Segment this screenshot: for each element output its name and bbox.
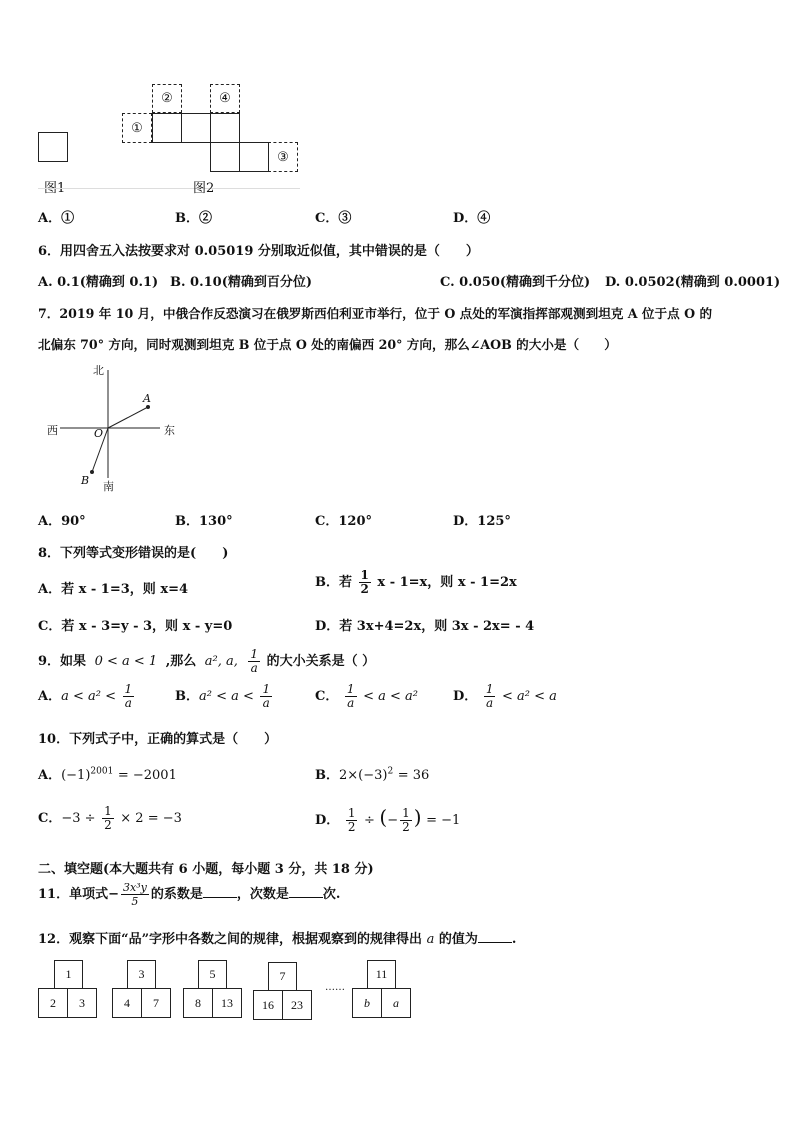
q11-blank-1 [203,887,237,898]
net-square [152,113,182,143]
q8-option-a: A．若 x - 1=3，则 x=4 [38,582,189,597]
q6-stem: 6．用四舍五入法按要求对 0.05019 分别取近似值，其中错误的是（ ） [38,244,479,259]
q5-option-a: A．① [38,211,75,226]
section-2-heading: 二、填空题(本大题共有 6 小题，每小题 3 分，共 18 分) [38,862,374,877]
q10-option-c: C．−3 ÷ $\frac{1}{2}$ × 2 = −3 [38,804,182,832]
dashed-square-2: ② [152,84,182,113]
pin-right: 3 [67,988,97,1018]
q6-option-b: B. 0.10(精确到百分位) [170,275,313,290]
pin-right: 23 [282,990,312,1020]
pin-right: a [381,988,411,1018]
pin-right: 7 [141,988,171,1018]
pin-left: 16 [253,990,283,1020]
pin-top: 7 [268,962,297,991]
q10-option-d: D． $\frac{1}{2}$ ÷ (− $\frac{1}{2}$ ) = −1 [315,805,461,834]
q8-option-b: B．若 $\frac{1}{2}$ x - 1=x，则 x - 1=2x [315,568,517,596]
q10-option-a: A．$(-1)^{2001} = -2001$ [38,766,177,783]
q10-option-b: B．$2\times(-3)^2 = 36$ [315,766,430,783]
q9-option-b: B．a² < a < $\frac{1}{a}$ [175,682,271,710]
q6-option-d: D. 0.0502(精确到 0.0001) [605,275,781,290]
q9-option-a: A．a < a² < $\frac{1}{a}$ [38,682,133,710]
dashed-square-1: ① [122,113,152,143]
dashed-square-4: ④ [210,84,240,113]
pin-top: 3 [127,960,156,989]
q9-stem: 9．如果 0 < a < 1 ,那么 a², a, $\frac{1}{a}$ 的大小关系是（ ） [38,647,376,675]
q7-option-a: A．90° [38,514,86,529]
q9-option-c: C． $\frac{1}{a}$ < a < a² [315,682,418,710]
pin-left: 8 [183,988,213,1018]
q7-option-d: D．125° [453,514,511,529]
net-square [210,142,240,172]
q7-line-1: 7．2019 年 10 月，中俄合作反恐演习在俄罗斯西伯利亚市举行，位于 O 点处的军演指挥部观测到坦克 A 位于点 O 的 [38,306,713,321]
q9-option-d: D． $\frac{1}{a}$ < a² < a [453,682,557,710]
fig1-label: 图1 [44,181,66,196]
q11-blank-2 [289,887,323,898]
net-square [210,113,240,143]
q5-option-d: D．④ [453,211,491,226]
q5-option-b: B．② [175,211,212,226]
q12-stem: 12．观察下面“品”字形中各数之间的规律，根据观察到的规律得出 a 的值为 . [38,932,517,947]
point-a-label: A [143,392,151,405]
q8-stem: 8．下列等式变形错误的是( ) [38,546,229,561]
point-b-label: B [81,474,90,487]
q8-option-c: C．若 x - 3=y - 3，则 x - y=0 [38,619,233,634]
pin-left: b [352,988,382,1018]
compass-south: 南 [103,480,114,493]
q7-option-b: B．130° [175,514,233,529]
q5-option-c: C．③ [315,211,352,226]
net-square [181,113,211,143]
pin-ellipsis: …… [325,982,345,993]
pin-left: 2 [38,988,68,1018]
pin-top: 11 [367,960,396,989]
q10-stem: 10．下列式子中，正确的算式是（ ） [38,732,278,747]
q12-blank [478,932,512,943]
pin-right: 13 [212,988,242,1018]
q7-option-c: C．120° [315,514,372,529]
net-square [239,142,269,172]
compass-east: 东 [164,424,175,437]
pin-top: 5 [198,960,227,989]
fig2-label: 图2 [193,181,215,196]
fig-baseline [38,188,300,189]
dashed-square-3: ③ [268,142,298,172]
q11-stem: 11．单项式− $\frac{\text{3x³y}}{5}$ 的系数是 ，次数是 次. [38,881,341,908]
q6-option-c: C. 0.050(精确到千分位) [440,275,591,290]
q8-option-d: D．若 3x+4=2x，则 3x - 2x= - 4 [315,619,535,634]
q7-line-2: 北偏东 70° 方向，同时观测到坦克 B 位于点 O 处的南偏西 20° 方向，那么∠AOB 的大小是（ ） [38,337,617,352]
compass-origin: O [94,427,104,440]
q6-option-a: A. 0.1(精确到 0.1) [38,275,159,290]
fig1-square [38,132,68,162]
pin-left: 4 [112,988,142,1018]
pin-top: 1 [54,960,83,989]
compass-north: 北 [93,364,104,377]
compass-west: 西 [47,424,58,437]
